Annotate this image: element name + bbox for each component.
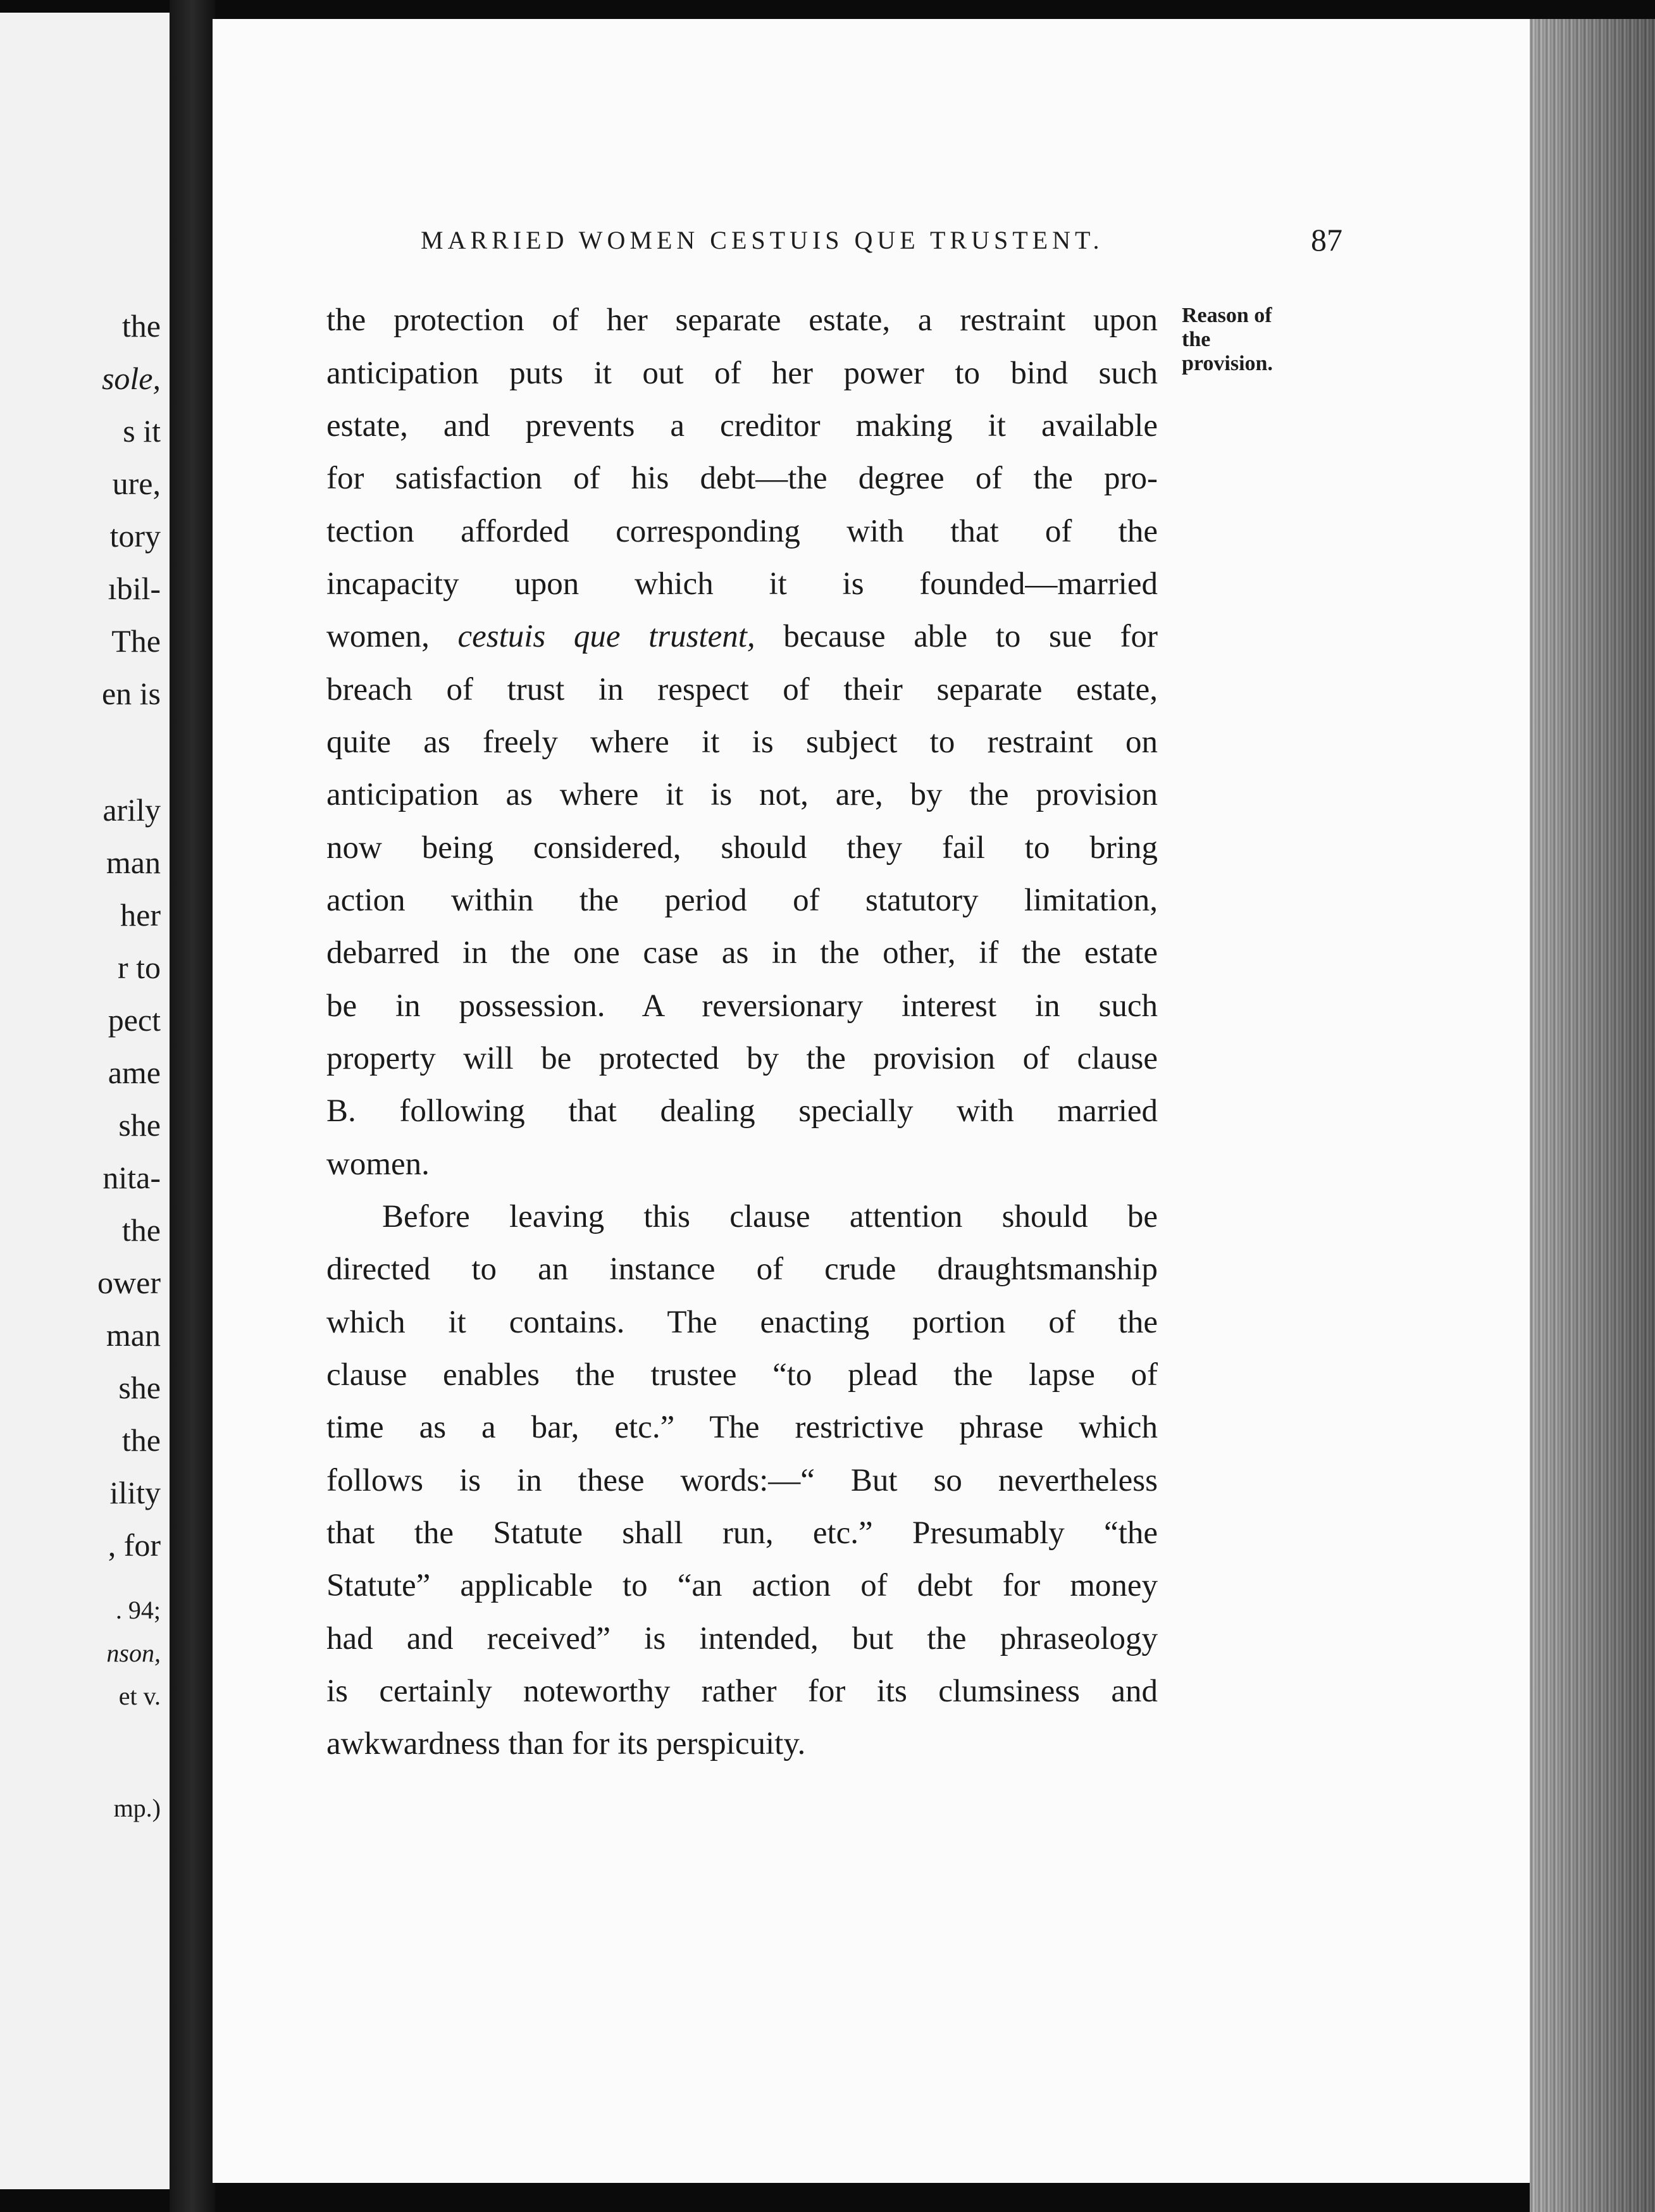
text-line: that the Statute shall run, etc.” Presumably “the — [326, 1515, 1158, 1551]
text-line: women. — [326, 1146, 430, 1182]
facing-page-text: nson, — [106, 1639, 161, 1667]
text-line: property will be protected by the provision of clause — [326, 1041, 1158, 1076]
facing-page-text: pect — [108, 1002, 161, 1038]
page-number: 87 — [1311, 222, 1342, 258]
text-line: is certainly noteworthy rather for its clumsiness and — [326, 1674, 1158, 1709]
text-line: Statute” applicable to “an action of debt for money — [326, 1568, 1158, 1603]
facing-page-text: arily — [102, 792, 161, 828]
text-line: anticipation puts it out of her power to bind such — [326, 356, 1158, 391]
facing-page-text: the — [121, 308, 161, 344]
text-line: tection afforded corresponding with that of the — [326, 514, 1158, 549]
facing-page-text: s it — [123, 413, 161, 449]
italic-phrase: cestuis que trustent, — [457, 619, 755, 654]
facing-page-text: ility — [109, 1475, 161, 1510]
text-line: debarred in the one case as in the other, if the estate — [326, 935, 1158, 971]
text-line: for satisfaction of his debt—the degree of the pro- — [326, 461, 1158, 496]
text-line: now being considered, should they fail to bring — [326, 830, 1158, 866]
facing-page-text: The — [111, 623, 161, 659]
text-line: which it contains. The enacting portion of the — [326, 1305, 1158, 1340]
text-line: action within the period of statutory limitation, — [326, 883, 1158, 918]
facing-page-text: tory — [109, 518, 161, 554]
text-line: directed to an instance of crude draughtsmanship — [326, 1252, 1158, 1287]
facing-page-text: sole, — [101, 361, 161, 396]
margin-note-line: provision. — [1182, 352, 1273, 375]
text-line: be in possession. A reversionary interest in such — [326, 988, 1158, 1024]
facing-page-text: en is — [101, 676, 161, 711]
margin-note-line: Reason of — [1182, 304, 1272, 327]
facing-page-text: the — [121, 1422, 161, 1458]
facing-page-text: , for — [108, 1527, 161, 1563]
text-line: time as a bar, etc.” The restrictive phrase which — [326, 1410, 1158, 1445]
text-run: because able to sue for — [755, 619, 1158, 654]
text-line: awkwardness than for its perspicuity. — [326, 1726, 806, 1762]
text-line: follows is in these words:—“ But so nevertheless — [326, 1463, 1158, 1498]
book-gutter — [170, 0, 215, 2212]
margin-note — [1182, 304, 1273, 376]
facing-page-text: her — [120, 897, 161, 933]
facing-page-text: et v. — [118, 1682, 161, 1710]
facing-page-text: ower — [97, 1265, 161, 1300]
facing-page-text: the — [121, 1212, 161, 1248]
page-edges-shadow — [1530, 19, 1655, 2212]
text-line: the protection of her separate estate, a restraint upon — [326, 302, 1158, 338]
text-line: had and received” is intended, but the phraseology — [326, 1621, 1158, 1656]
facing-page-text: mp.) — [113, 1794, 161, 1822]
text-line: quite as freely where it is subject to restraint on — [326, 724, 1158, 760]
running-header: MARRIED WOMEN CESTUIS QUE TRUSTENT. — [421, 226, 1104, 254]
text-line: clause enables the trustee “to plead the lapse of — [326, 1357, 1158, 1393]
facing-page-text: ame — [108, 1055, 161, 1090]
facing-page-text: she — [118, 1370, 161, 1405]
margin-note-line: the — [1182, 328, 1211, 351]
facing-page-text: ıbil- — [108, 571, 161, 606]
facing-page-text: man — [106, 1317, 161, 1353]
text-line: incapacity upon which it is founded—married — [326, 566, 1158, 602]
text-line — [326, 618, 1158, 656]
text-run: women, — [326, 619, 458, 654]
text-line: B. following that dealing specially with married — [326, 1093, 1158, 1129]
facing-page — [0, 13, 170, 2189]
facing-page-text: nita- — [102, 1160, 161, 1195]
text-line: breach of trust in respect of their separate estate, — [326, 672, 1158, 707]
text-line: estate, and prevents a creditor making it available — [326, 408, 1158, 444]
facing-page-text: man — [106, 845, 161, 880]
facing-page-text: . 94; — [115, 1596, 161, 1624]
text-line: anticipation as where it is not, are, by the provision — [326, 777, 1158, 812]
facing-page-text: ure, — [112, 466, 161, 501]
text-line: Before leaving this clause attention should be — [382, 1199, 1158, 1234]
facing-page-text: she — [118, 1107, 161, 1143]
facing-page-text: r to — [117, 950, 161, 985]
